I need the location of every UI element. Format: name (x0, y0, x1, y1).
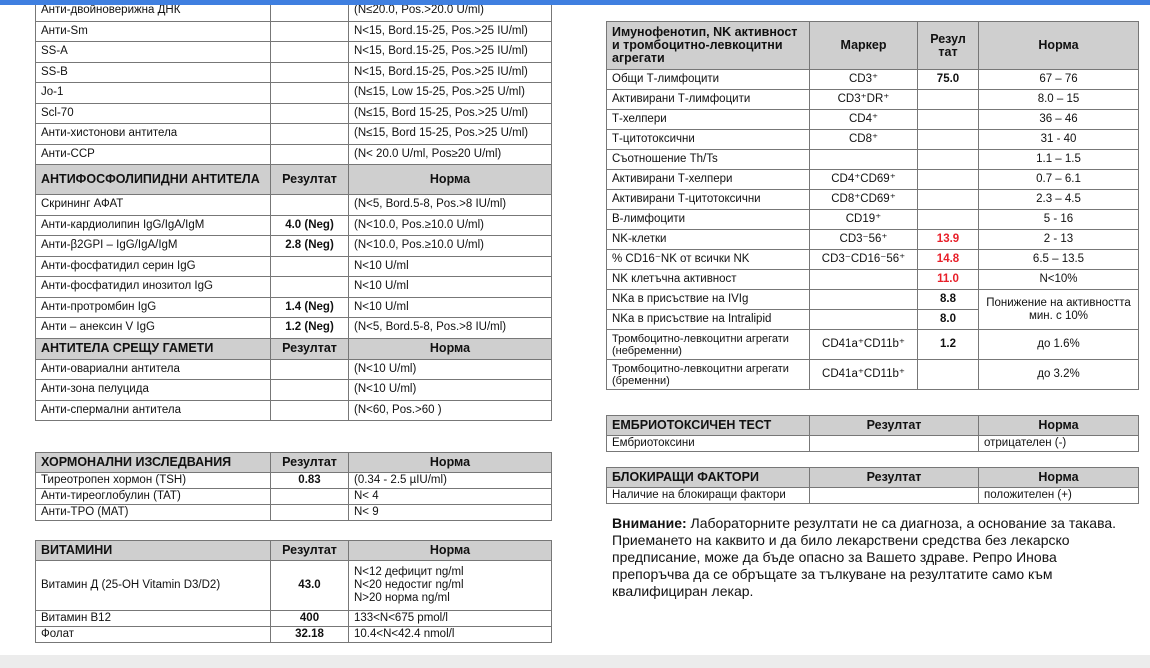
row-norm: N<10 U/ml (349, 256, 552, 277)
row-result: 32.18 (271, 627, 349, 643)
table-row (607, 150, 1139, 170)
row-name: % CD16⁻NK от всички NK (607, 250, 810, 270)
row-name: Общи Т-лимфоцити (607, 70, 810, 90)
row-norm: N<10% (979, 270, 1139, 290)
table-row (36, 400, 552, 421)
norm-header: Норма (349, 338, 552, 359)
row-norm: 8.0 – 15 (979, 90, 1139, 110)
table-row (36, 5, 552, 21)
row-norm: (N<10.0, Pos.≥10.0 U/ml) (349, 215, 552, 236)
row-result: 0.83 (271, 473, 349, 489)
table-row (607, 190, 1139, 210)
row-name: Витамин B12 (36, 611, 271, 627)
norm-header: Норма (349, 541, 552, 561)
section-title: ЕМБРИОТОКСИЧЕН ТЕСТ (607, 416, 810, 436)
note-text: Лабораторните резултати не са диагноза, а основание за такава. Приемането на каквито и да било лекарствени средства без лекарско предписание, може да бъде опасно за Вашето здраве. Репро Инова препоръчва да се обръщате за тълкуване на резултатите само към квалифициран лекар. (612, 515, 1117, 599)
row-result (271, 489, 349, 505)
row-marker: CD4⁺ (810, 110, 918, 130)
table-row (36, 359, 552, 380)
norm-line: N<20 недостиг ng/ml (354, 579, 464, 591)
table-row (607, 488, 1139, 504)
table-row (36, 42, 552, 63)
row-result (918, 210, 979, 230)
norm-header: Норма (349, 165, 552, 195)
row-result (918, 90, 979, 110)
row-marker: CD3⁻CD16⁻56⁺ (810, 250, 918, 270)
result-header: Резултат (271, 165, 349, 195)
disclaimer-note (612, 515, 1132, 600)
row-result (271, 5, 349, 21)
row-norm: 0.7 – 6.1 (979, 170, 1139, 190)
norm-header: Норма (979, 416, 1139, 436)
row-result (271, 505, 349, 521)
row-name: Scl-70 (36, 103, 271, 124)
table-row (36, 21, 552, 42)
row-norm: N<10 U/ml (349, 277, 552, 298)
row-name: Фолат (36, 627, 271, 643)
row-norm: 133<N<675 pmol/l (349, 611, 552, 627)
row-name: Анти-фосфатидил инозитол IgG (36, 277, 271, 298)
row-norm: N<10 U/ml (349, 297, 552, 318)
row-norm: (N< 20.0 U/ml, Pos≥20 U/ml) (349, 144, 552, 165)
table-row (607, 230, 1139, 250)
table-row (36, 318, 552, 339)
section-title: БЛОКИРАЩИ ФАКТОРИ (607, 468, 810, 488)
row-norm: (N<60, Pos.>60 ) (349, 400, 552, 421)
section-title: АНТИТЕЛА СРЕЩУ ГАМЕТИ (36, 338, 271, 359)
row-norm: (0.34 - 2.5 µIU/ml) (349, 473, 552, 489)
row-norm (349, 561, 552, 611)
row-name: Ембриотоксини (607, 436, 810, 452)
table-row (607, 290, 1139, 310)
row-result (271, 277, 349, 298)
row-name: Jo-1 (36, 83, 271, 104)
norm-line: N<12 дефицит ng/ml (354, 566, 464, 578)
table-row (36, 144, 552, 165)
row-name: В-лимфоцити (607, 210, 810, 230)
row-result (918, 360, 979, 390)
row-name: Анти-протромбин IgG (36, 297, 271, 318)
table-row (36, 489, 552, 505)
result-header: Резултат (810, 416, 979, 436)
row-result: 11.0 (918, 270, 979, 290)
row-marker: CD4⁺CD69⁺ (810, 170, 918, 190)
table-row (36, 215, 552, 236)
row-norm: 31 - 40 (979, 130, 1139, 150)
row-result: 13.9 (918, 230, 979, 250)
result-header: Резултат (271, 338, 349, 359)
row-result (810, 436, 979, 452)
table-row (36, 277, 552, 298)
row-norm: Понижение на активността мин. с 10% (979, 290, 1139, 330)
row-result: 2.8 (Neg) (271, 236, 349, 257)
row-name: Тромбоцитно-левкоцитни агрегати (бременни) (607, 360, 810, 390)
row-name: Тромбоцитно-левкоцитни агрегати (небременни) (607, 330, 810, 360)
table-row (607, 436, 1139, 452)
row-result: 75.0 (918, 70, 979, 90)
row-norm: до 3.2% (979, 360, 1139, 390)
row-norm: 2.3 – 4.5 (979, 190, 1139, 210)
row-norm: положителен (+) (979, 488, 1139, 504)
row-name: Активирани Т-цитотоксични (607, 190, 810, 210)
row-name: Т-хелпери (607, 110, 810, 130)
row-result (918, 110, 979, 130)
result-header: Резултат (810, 468, 979, 488)
row-marker: CD41a⁺CD11b⁺ (810, 330, 918, 360)
table-row (607, 170, 1139, 190)
row-result (918, 150, 979, 170)
table-row (36, 103, 552, 124)
table-row (36, 236, 552, 257)
marker-header: Маркер (810, 22, 918, 70)
row-marker (810, 270, 918, 290)
vitamins-table (35, 540, 552, 643)
row-result (271, 42, 349, 63)
row-result (271, 124, 349, 145)
section-title: ХОРМОНАЛНИ ИЗСЛЕДВАНИЯ (36, 453, 271, 473)
row-name: Тиреотропен хормон (TSH) (36, 473, 271, 489)
row-name: Анти-зона пелуцида (36, 380, 271, 401)
section-title: АНТИФОСФОЛИПИДНИ АНТИТЕЛА (36, 165, 271, 195)
row-result: 14.8 (918, 250, 979, 270)
row-name: Анти-тиреоглобулин (TAT) (36, 489, 271, 505)
table-row (36, 62, 552, 83)
row-name: Анти-хистонови антитела (36, 124, 271, 145)
table-row (36, 256, 552, 277)
table-row (607, 90, 1139, 110)
embryotoxic-table (606, 415, 1139, 452)
row-name: Анти-Sm (36, 21, 271, 42)
row-name: Анти – анексин V IgG (36, 318, 271, 339)
row-result (918, 190, 979, 210)
row-name: Анти-кардиолипин IgG/IgA/IgM (36, 215, 271, 236)
row-result: 1.2 (918, 330, 979, 360)
row-norm: N<15, Bord.15-25, Pos.>25 IU/ml) (349, 21, 552, 42)
row-norm: N< 4 (349, 489, 552, 505)
row-name: Анти-TPO (MAT) (36, 505, 271, 521)
row-name: Активирани Т-лимфоцити (607, 90, 810, 110)
row-result: 1.2 (Neg) (271, 318, 349, 339)
section-title: ВИТАМИНИ (36, 541, 271, 561)
row-norm: 36 – 46 (979, 110, 1139, 130)
table-row (36, 83, 552, 104)
section-title: Имунофенотип, NK активност и тромбоцитно-левкоцитни агрегати (607, 22, 810, 70)
row-norm: до 1.6% (979, 330, 1139, 360)
row-name: Анти-CCP (36, 144, 271, 165)
row-result (271, 83, 349, 104)
row-marker: CD19⁺ (810, 210, 918, 230)
row-name: Анти-фосфатидил серин IgG (36, 256, 271, 277)
table-row (36, 473, 552, 489)
row-norm: 5 - 16 (979, 210, 1139, 230)
row-result (271, 21, 349, 42)
row-name: SS-A (36, 42, 271, 63)
row-result (271, 400, 349, 421)
row-norm: (N<5, Bord.5-8, Pos.>8 IU/ml) (349, 195, 552, 216)
autoantibody-table (35, 5, 552, 421)
table-row (607, 360, 1139, 390)
row-marker: CD8⁺ (810, 130, 918, 150)
row-name: Анти-спермални антитела (36, 400, 271, 421)
row-marker: CD3⁻56⁺ (810, 230, 918, 250)
row-norm: (N<5, Bord.5-8, Pos.>8 IU/ml) (349, 318, 552, 339)
table-row (36, 611, 552, 627)
row-name: Анти-овариални антитела (36, 359, 271, 380)
document-page (0, 5, 1150, 655)
row-result (271, 103, 349, 124)
row-result: 8.0 (918, 310, 979, 330)
table-row (36, 124, 552, 145)
row-norm: (N≤15, Low 15-25, Pos.>25 U/ml) (349, 83, 552, 104)
gametes-header (36, 338, 552, 359)
row-result (918, 170, 979, 190)
blocking-factors-table (606, 467, 1139, 504)
row-norm: 6.5 – 13.5 (979, 250, 1139, 270)
table-row (607, 270, 1139, 290)
row-name: Активирани Т-хелпери (607, 170, 810, 190)
row-name: Анти-β2GPI – IgG/IgA/IgM (36, 236, 271, 257)
norm-header: Норма (349, 453, 552, 473)
table-row (607, 210, 1139, 230)
row-norm: (N≤15, Bord 15-25, Pos.>25 U/ml) (349, 124, 552, 145)
result-header: Резул тат (918, 22, 979, 70)
row-result: 8.8 (918, 290, 979, 310)
table-row (36, 561, 552, 611)
row-result (271, 256, 349, 277)
row-name: SS-B (36, 62, 271, 83)
row-marker: CD41a⁺CD11b⁺ (810, 360, 918, 390)
result-header: Резултат (271, 453, 349, 473)
table-row (607, 250, 1139, 270)
table-row (36, 297, 552, 318)
table-row (36, 380, 552, 401)
row-name: Скрининг АФАТ (36, 195, 271, 216)
row-name: Съотношение Th/Ts (607, 150, 810, 170)
row-marker: CD3⁺ (810, 70, 918, 90)
row-result (810, 488, 979, 504)
row-norm: 2 - 13 (979, 230, 1139, 250)
row-norm: (N<10 U/ml) (349, 380, 552, 401)
result-header: Резултат (271, 541, 349, 561)
norm-line: N>20 норма ng/ml (354, 592, 450, 604)
row-norm: 67 – 76 (979, 70, 1139, 90)
row-name: Т-цитотоксични (607, 130, 810, 150)
row-norm: (N<10.0, Pos.≥10.0 U/ml) (349, 236, 552, 257)
row-name: NK клетъчна активност (607, 270, 810, 290)
row-name: NKa в присъствие на IVIg (607, 290, 810, 310)
row-result: 4.0 (Neg) (271, 215, 349, 236)
row-result (271, 195, 349, 216)
row-norm: (N≤20.0, Pos.>20.0 U/ml) (349, 5, 552, 21)
table-row (607, 70, 1139, 90)
row-norm: 10.4<N<42.4 nmol/l (349, 627, 552, 643)
viewer-bottom-strip (0, 655, 1150, 668)
row-norm: отрицателен (-) (979, 436, 1139, 452)
hormones-table (35, 452, 552, 521)
table-row (607, 130, 1139, 150)
row-norm: 1.1 – 1.5 (979, 150, 1139, 170)
table-row (36, 627, 552, 643)
row-result: 400 (271, 611, 349, 627)
row-name: NKa в присъствие на Intralipid (607, 310, 810, 330)
row-norm: N< 9 (349, 505, 552, 521)
row-name: NK-клетки (607, 230, 810, 250)
row-norm: N<15, Bord.15-25, Pos.>25 IU/ml) (349, 42, 552, 63)
row-norm: N<15, Bord.15-25, Pos.>25 IU/ml) (349, 62, 552, 83)
note-label: Внимание: (612, 515, 687, 531)
row-result (271, 62, 349, 83)
row-result: 43.0 (271, 561, 349, 611)
row-norm: (N<10 U/ml) (349, 359, 552, 380)
row-name: Витамин Д (25-OH Vitamin D3/D2) (36, 561, 271, 611)
row-norm: (N≤15, Bord 15-25, Pos.>25 U/ml) (349, 103, 552, 124)
row-marker (810, 150, 918, 170)
row-name: Анти-двойноверижна ДНК (36, 5, 271, 21)
norm-header: Норма (979, 22, 1139, 70)
row-result (918, 130, 979, 150)
table-row (36, 195, 552, 216)
row-marker: CD8⁺CD69⁺ (810, 190, 918, 210)
row-result (271, 359, 349, 380)
row-result (271, 380, 349, 401)
table-row (607, 110, 1139, 130)
row-result: 1.4 (Neg) (271, 297, 349, 318)
table-row (607, 330, 1139, 360)
row-marker: CD3⁺DR⁺ (810, 90, 918, 110)
row-name: Наличие на блокиращи фактори (607, 488, 810, 504)
aphospho-header (36, 165, 552, 195)
immunophenotype-table (606, 21, 1139, 390)
norm-header: Норма (979, 468, 1139, 488)
table-row (36, 505, 552, 521)
row-result (271, 144, 349, 165)
